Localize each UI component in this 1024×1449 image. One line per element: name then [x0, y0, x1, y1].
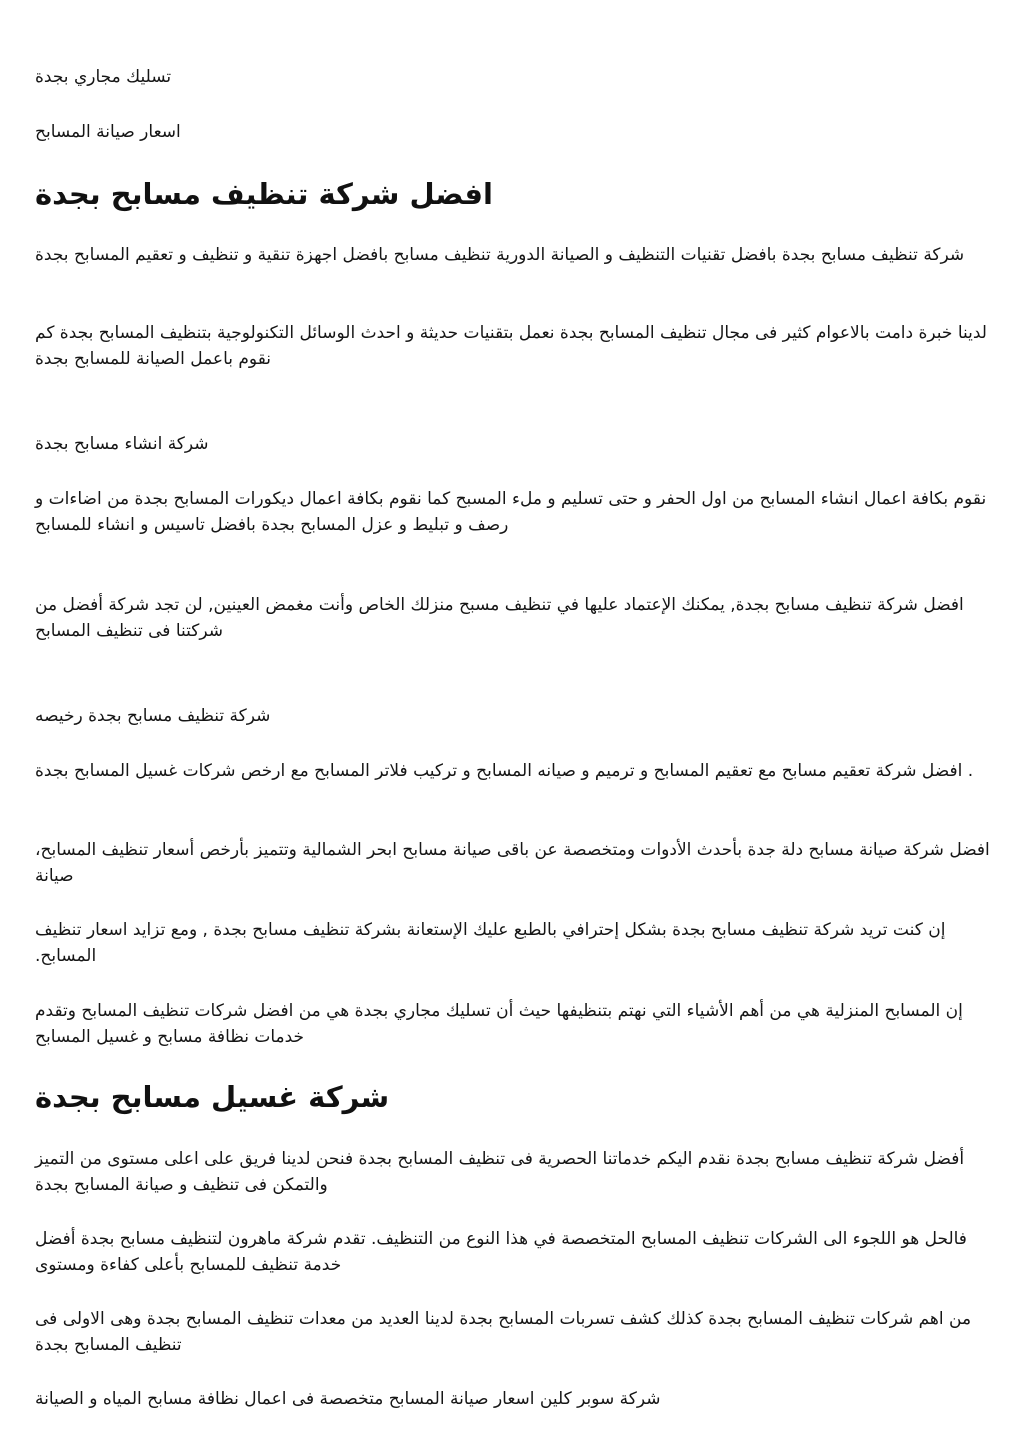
paragraph-12: شركة سوبر كلين اسعار صيانة المسابح متخصصة فى اعمال نظافة مسابح المياه و الصيانة: [35, 1389, 661, 1409]
paragraph-6: افضل شركة صيانة مسابح دلة جدة بأحدث الأدوات ومتخصصة عن باقى صيانة مسابح ابحر الشمالية وتتميز بأرخص أسعار تنظيف المسابح، صيانة: [35, 840, 990, 886]
text-line-cheap-pool-cleaning: شركة تنظيف مسابح بجدة رخيصه: [35, 706, 271, 726]
text-line-pool-construction: شركة انشاء مسابح بجدة: [35, 434, 209, 454]
text-line-drain-cleaning: تسليك مجاري بجدة: [35, 67, 172, 87]
paragraph-10: فالحل هو اللجوء الى الشركات تنظيف المسابح المتخصصة في هذا النوع من التنظيف. تقدم شركة ماهرون لتنظيف مسابح بجدة أفضل خدمة تنظيف للمسابح بأعلى كفاءة ومستوى: [35, 1229, 967, 1275]
paragraph-9: أفضل شركة تنظيف مسابح بجدة نقدم اليكم خدماتنا الحصرية فى تنظيف المسابح بجدة فنحن لدينا فريق على اعلى مستوى من التميز والتمكن فى تنظيف و صيانة المسابح بجدة: [35, 1149, 965, 1195]
paragraph-3: نقوم بكافة اعمال انشاء المسابح من اول الحفر و حتى تسليم و ملء المسبح كما نقوم بكافة اعمال ديكورات المسابح بجدة من اضاءات و رصف و تبليط و عزل المسابح بجدة بافضل تاسيس و انشاء للمسابح: [35, 489, 987, 535]
heading-best-pool-cleaning-company: افضل شركة تنظيف مسابح بجدة: [35, 177, 493, 211]
heading-pool-washing-company: شركة غسيل مسابح بجدة: [35, 1080, 390, 1114]
paragraph-8: إن المسابح المنزلية هي من أهم الأشياء التي نهتم بتنظيفها حيث أن تسليك مجاري بجدة هي من افضل شركات تنظيف المسابح وتقدم خدمات نظافة مسابح و غسيل المسابح: [35, 1001, 963, 1047]
paragraph-11: من اهم شركات تنظيف المسابح بجدة كذلك كشف تسربات المسابح بجدة لدينا العديد من معدات تنظيف المسابح بجدة وهى الاولى فى تنظيف المسابح بجدة: [35, 1309, 972, 1355]
paragraph-4: افضل شركة تنظيف مسابح بجدة, يمكنك الإعتماد عليها في تنظيف مسبح منزلك الخاص وأنت مغمض العينين, لن تجد شركة أفضل من شركتنا فى تنظيف المسابح: [35, 595, 964, 641]
paragraph-1: شركة تنظيف مسابح بجدة بافضل تقنيات التنظيف و الصيانة الدورية تنظيف مسابح بافضل اجهزة تنقية و تنظيف و تعقيم المسابح بجدة: [35, 245, 965, 265]
paragraph-5: . افضل شركة تعقيم مسابح مع تعقيم المسابح و ترميم و صيانه المسابح و تركيب فلاتر المسابح مع ارخص شركات غسيل المسابح بجدة: [35, 761, 974, 781]
paragraph-7: إن كنت تريد شركة تنظيف مسابح بجدة بشكل إحترافي بالطبع عليك الإستعانة بشركة تنظيف مسابح بجدة , ومع تزايد اسعار تنظيف المسابح.: [35, 920, 946, 966]
text-line-pool-maintenance-prices: اسعار صيانة المسابح: [35, 122, 181, 142]
paragraph-2: لدينا خبرة دامت بالاعوام كثير فى مجال تنظيف المسابح بجدة نعمل بتقنيات حديثة و احدث الوسائل التكنولوجية بتنظيف المسابح بجدة كم نقوم باعمل الصيانة للمسابح بجدة: [35, 323, 987, 369]
